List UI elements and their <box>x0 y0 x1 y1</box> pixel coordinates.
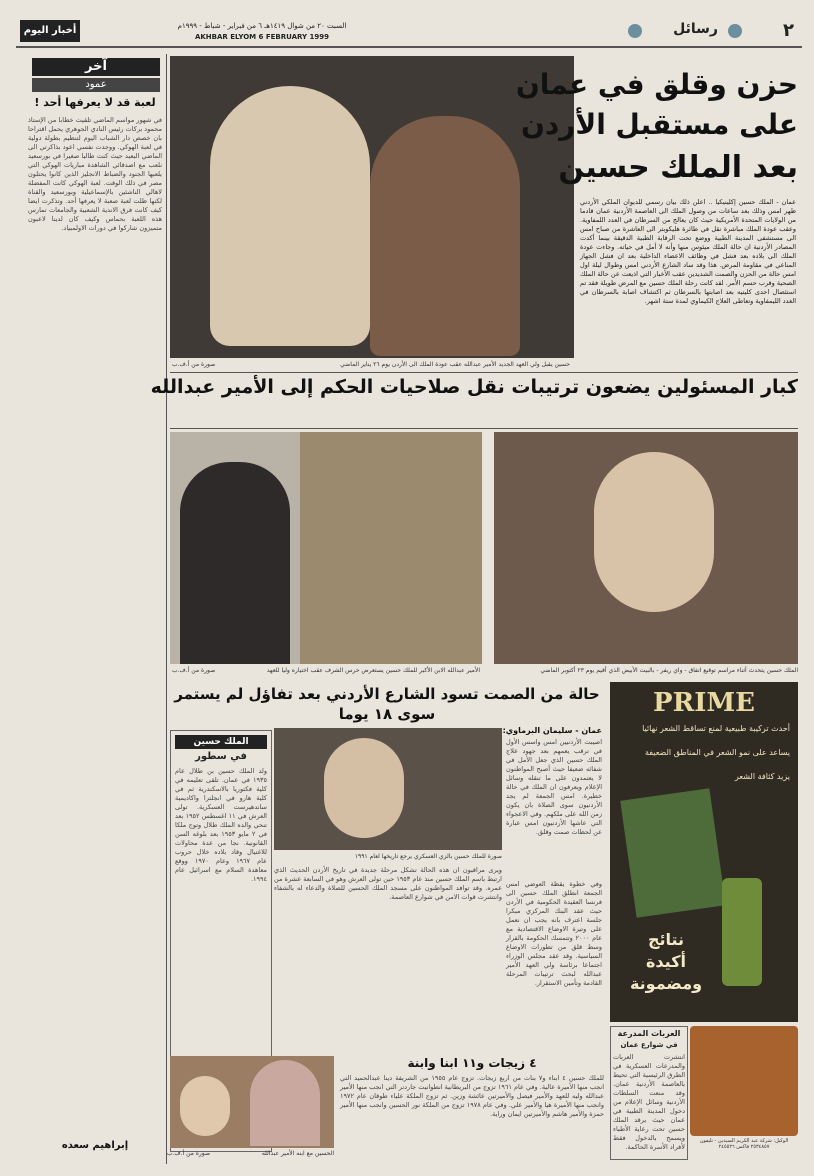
main-headline-line-3: بعد الملك حسين <box>558 150 798 185</box>
wives-headline: ٤ زيجات و١١ ابنا وابنة <box>407 1056 537 1070</box>
masthead-date-en: AKHBAR ELYOM 6 FEBRUARY 1999 <box>194 33 330 41</box>
wives-body: للملك حسين ٤ ابناء و٧ بنات من اربع زيجات. تزوج عام ١٩٥٥ من الشريفة دينا عبدالحميد التي انجب منها الأميرة عالية. وفي عام ١٩٦١ تزوج من البريطانية انطوانيت جاردنر التي انجب منها الأمير عبدالله وليه للعهد والأمير فيصل والأميرتين عائشة وزين. ثم تزوج الملكة علياء طوقان عام ١٩٧٢ وانجب منها الأميرة هيا والأمير علي. وفي عام ١٩٧٨ تزوج من الملكة نور الحسين وانجب منها الأمير حمزة والأمير هاشم والأميرتين ايمان وراية. <box>340 1074 605 1118</box>
photo-king-face <box>594 452 714 612</box>
wives-photo-credit: صورة من أ.ف.ب <box>166 1150 210 1157</box>
photo-caption-2: الملك حسين يتحدث أثناء مراسم توقيع اتفاق - واي ريفر - بالبيت الأبيض الذي أقيم يوم ٢٣ أكتوبر الماضي <box>540 667 798 674</box>
globe-icon <box>728 24 742 38</box>
banner-headline: كبار المسئولين يضعون ترتيبات نقل صلاحيات الحكم إلى الأمير عبدالله <box>150 376 798 398</box>
prime-advertisement <box>610 682 798 1022</box>
armored-box-body: انتشرت العربات والمدرعات العسكرية في الطرق الرئيسية التي تحيط بالعاصمة الأردنية عمان. وقد منعت السلطات الأردنية وسائل الإعلام من دخول المدينة الطبية في عمان حيث يرقد الملك حسين تحت رعاية الأطباء ويسمح بالدخول فقط لأفراد الأسرة الحاكمة. <box>613 1053 685 1151</box>
bio-box-body: ولد الملك حسين بن طلال عام ١٩٣٥ في عمان. تلقى تعليمه في كلية فكتوريا بالاسكندرية ثم في كلية هارو في انجلترا واكاديمية ساندهيرست العسكرية. تولى العرش في ١١ اغسطس ١٩٥٢ بعد تنحي والده الملك طلال وتوج ملكا في ٢ مايو ١٩٥٣ بعد بلوغه السن القانونية. نجا من عدة محاولات للاغتيال وقاد بلاده خلال حروب عام ١٩٦٧ وعام ١٩٧٠ ووقع معاهدة السلام مع اسرائيل عام ١٩٩٤. <box>175 767 268 883</box>
column-box-title: آخر <box>32 58 160 76</box>
logo: أخبار اليوم <box>20 20 80 42</box>
ad-hair-image <box>690 1026 798 1136</box>
globe-icon-2 <box>628 24 642 38</box>
body-col-a: اصيبت الأردنيين امس واسس الأول في ترقب يعمهم بعد جهود علاج الملك حسين الذي جعل الأمل في شفائه ضعيفا حيث أصبح المواطنون لا يعتمدون على ما تنقله وسائل الإعلام ويعرفون ان الملك في حالة خطيرة. امس الجمعة لم يجد الأردنيون سوى الصلاة بان يكون زمن الله على ملكهم. وفي الاعجواء التي عاشها الأردنيون امس عبارة عن لحظات صمت وقلق. <box>506 738 602 836</box>
body-col-c: ويرى مراقبون ان هذه الحالة تشكل مرحلة جديدة في تاريخ الأردن الحديث الذي ارتبط باسم الملك حسين منذ عام ١٩٥٣ حين تولى العرش وهو في السابعة عشرة من عمره. وقد توافد المواطنون على مسجد الملك الحسين للصلاة والدعاء له بالشفاء وانتشرت قوات الامن في شوارع العاصمة. <box>274 866 502 901</box>
photo-caption-3: الأمير عبدالله الابن الأكبر للملك حسين يستعرض حرس الشرف عقب اختياره وليا للعهد <box>266 667 480 674</box>
ad-bullet-3: يزيد كثافة الشعر <box>735 772 790 781</box>
photo-king-with-son <box>170 1056 334 1148</box>
armored-vehicles-box <box>610 1026 688 1160</box>
body-col-b: وفي خطوة يقظة العوضي امس الجمعة انطلق الملك حسين الى فرنسا العقيدة الحكومية في الأردن حيث عقد البنك المركزي مبكرا جلسة اعترف بانه يجب ان نعمل على وتيرة الاوضاع الاقتصادية مع عام ٢٠٠٠ وتتمسك الحكومة بالقرار وسط قلق من تطورات الاوضاع السياسية. وقد عقد مجلس الوزراء اجتماعا برئاسة ولي العهد الأمير عبدالله لبحث ترتيبات المرحلة القادمة وتأمين الاستقرار. <box>506 880 602 987</box>
photo-caption-1: حسين يقبل ولي العهد الجديد الأمير عبدالله عقب عودة الملك الى الأردن يوم ٢٦ يناير الماضي <box>340 361 570 368</box>
armored-box-subtitle: في شوارع عمان <box>620 1041 678 1049</box>
masthead <box>16 20 802 48</box>
bio-box-title: الملك حسين <box>175 735 267 749</box>
column-headline: لعبة قد لا يعرفها أحد ! <box>34 96 156 109</box>
column-divider <box>166 54 167 1164</box>
ad-bullet-2: يساعد على نمو الشعر في المناطق الضعيفة <box>644 748 790 757</box>
photo-king-military <box>274 728 502 850</box>
ad-slogan-3: ومضمونة <box>629 974 703 993</box>
ad-slogan-2: أكيدة <box>645 952 686 971</box>
column-body: في شهور مواسم الماضي تلقيت خطابا من الإستاذ محمود بركات رئيس النادي الجوهري يحمل اقتراحا بان خصص دار الشباب اليوم لتنظيم بطولة دولية في لعبة الهوكي. ووجدت نفسي اعود بذاكرتي الى الماضي البعيد حيث كنت طالبا صغيرا في بورسعيد نلعب مع اصدقائي الشاهدة مباريات الهوكي التي يلعبها الجنود والضباط الانجليز الذين كانوا يحتلون مصر في ذلك الوقت. لعبة الهوكي كانت المفضلة لاهالي الناشئين بالإسماعيلية وبورسعيد والقناة لكنها ظلت لعبة صعبة لا يعرفها أحد. وتذكرت ايضا كيف كانت فرق الاندية الشعبية والجامعات تمارس هذه اللعبة بحماس وكيف كان لدينا لاعبون متميزون شاركوا في دورات الاولمبياد. <box>28 116 162 232</box>
photo-credit-2: صورة من أ.ف.ب <box>172 667 216 674</box>
byline: عمان - سليمان البرماوي: <box>502 726 602 735</box>
column-author: إبراهيم سعده <box>61 1140 129 1151</box>
ad-bullet-1: أحدث تركيبة طبيعية لمنع تساقط الشعر نهائيا <box>642 724 790 733</box>
photo-king-keffiyeh <box>250 1060 320 1146</box>
armored-box-title: العربات المدرعة <box>617 1029 681 1038</box>
main-headline-line-1: حزن وقلق في عمان <box>515 68 798 101</box>
banner-bottom-rule <box>170 428 798 429</box>
bio-box-subtitle: في سطور <box>195 751 247 762</box>
photo-credit-1: صورة من أ.ف.ب <box>172 361 216 368</box>
ad-brand: PRIME <box>653 688 755 718</box>
second-headline: حالة من الصمت تسود الشارع الأردني بعد تفاؤل لم يستمر سوى ١٨ يوما <box>174 685 600 723</box>
photo-child <box>180 1076 230 1136</box>
photo-guards <box>300 432 482 664</box>
banner-top-rule <box>170 372 798 373</box>
ad-product-box <box>620 788 726 917</box>
photo-prince-abdullah <box>170 432 482 664</box>
wives-photo-caption: الحسين مع ابنه الأمير عبدالله <box>261 1150 334 1157</box>
photo-king-speaking <box>494 432 798 664</box>
page-number: ٢ <box>783 20 794 41</box>
ad-slogan-1: نتائج <box>647 930 685 949</box>
photo-caption-4: صورة للملك حسين بالزي العسكري يرجع تاريخها لعام ١٩٩١ <box>354 853 502 860</box>
masthead-date-ar: السبت ٢٠ من شوال ١٤١٩هـ ٦ من فبراير - شباط - ١٩٩٩م <box>177 22 347 30</box>
photo-king-and-prince <box>170 56 574 358</box>
section-title: رسائل <box>673 21 718 37</box>
main-lead-text: عمان - الملك حسين إكلينيكيا .. اعلن ذلك بيان رسمي للديوان الملكي الأردني ظهر امس وذلك بعد ساعات من وصول الملك الى العاصمة الأردنية عمان قادما من الولايات المتحدة الأمريكية حيث كان يعالج من السرطان في العدد اللمفاوية. وعقب عودة الملك مباشرة نقل في طائرة هليكوبتر الى العاشرة من صباح امس الى مستشفى المدينة الطبية ووضع تحت الرقابة الطبية الدقيقة بينما أكدت المصادر الأردنية ان حالة الملك ميئوس منها وأنه لا أمل في حياته. وجاءت عودة الملك الى بلاده بعد فشل في وظائف الاعضاء الداخلية بعد ان فشل الجهاز المناعي في مقاومة المرض. هذا وقد ساد الشارع الأردني امس وطوال ليلة اول امس حالة من الحزن والصمت الشديدين عقب الأخبار التي اذيعت عن حالة الملك الصحية وقرب حسم الأمر. لقد كانت رحلة الملك حسين مع المرض طويلة فقد تم استئصال احدى كليتيه بعد اصابتها بالسرطان ثم اكتشاف اصابة بالسرطان في الغدد الليمفاوية وتعاطى العلاج الكيماوي لمدة ستة اشهر. <box>580 198 796 305</box>
photo-figure-right <box>370 116 520 356</box>
photo-figure-left <box>210 86 370 346</box>
ad-footer: الوكيل: شركة عبد الكريم السيدين - تليفون ٢٥٣٤٨٥٧ فاكس ٢٤٥٥٢٦ <box>699 1138 789 1150</box>
main-headline-line-2: على مستقبل الأردن <box>520 108 798 141</box>
photo-military-face <box>324 738 404 838</box>
ad-product-bottle <box>722 878 762 986</box>
column-box-subtitle: عمود <box>32 78 160 92</box>
photo-suit-figure <box>180 462 290 664</box>
